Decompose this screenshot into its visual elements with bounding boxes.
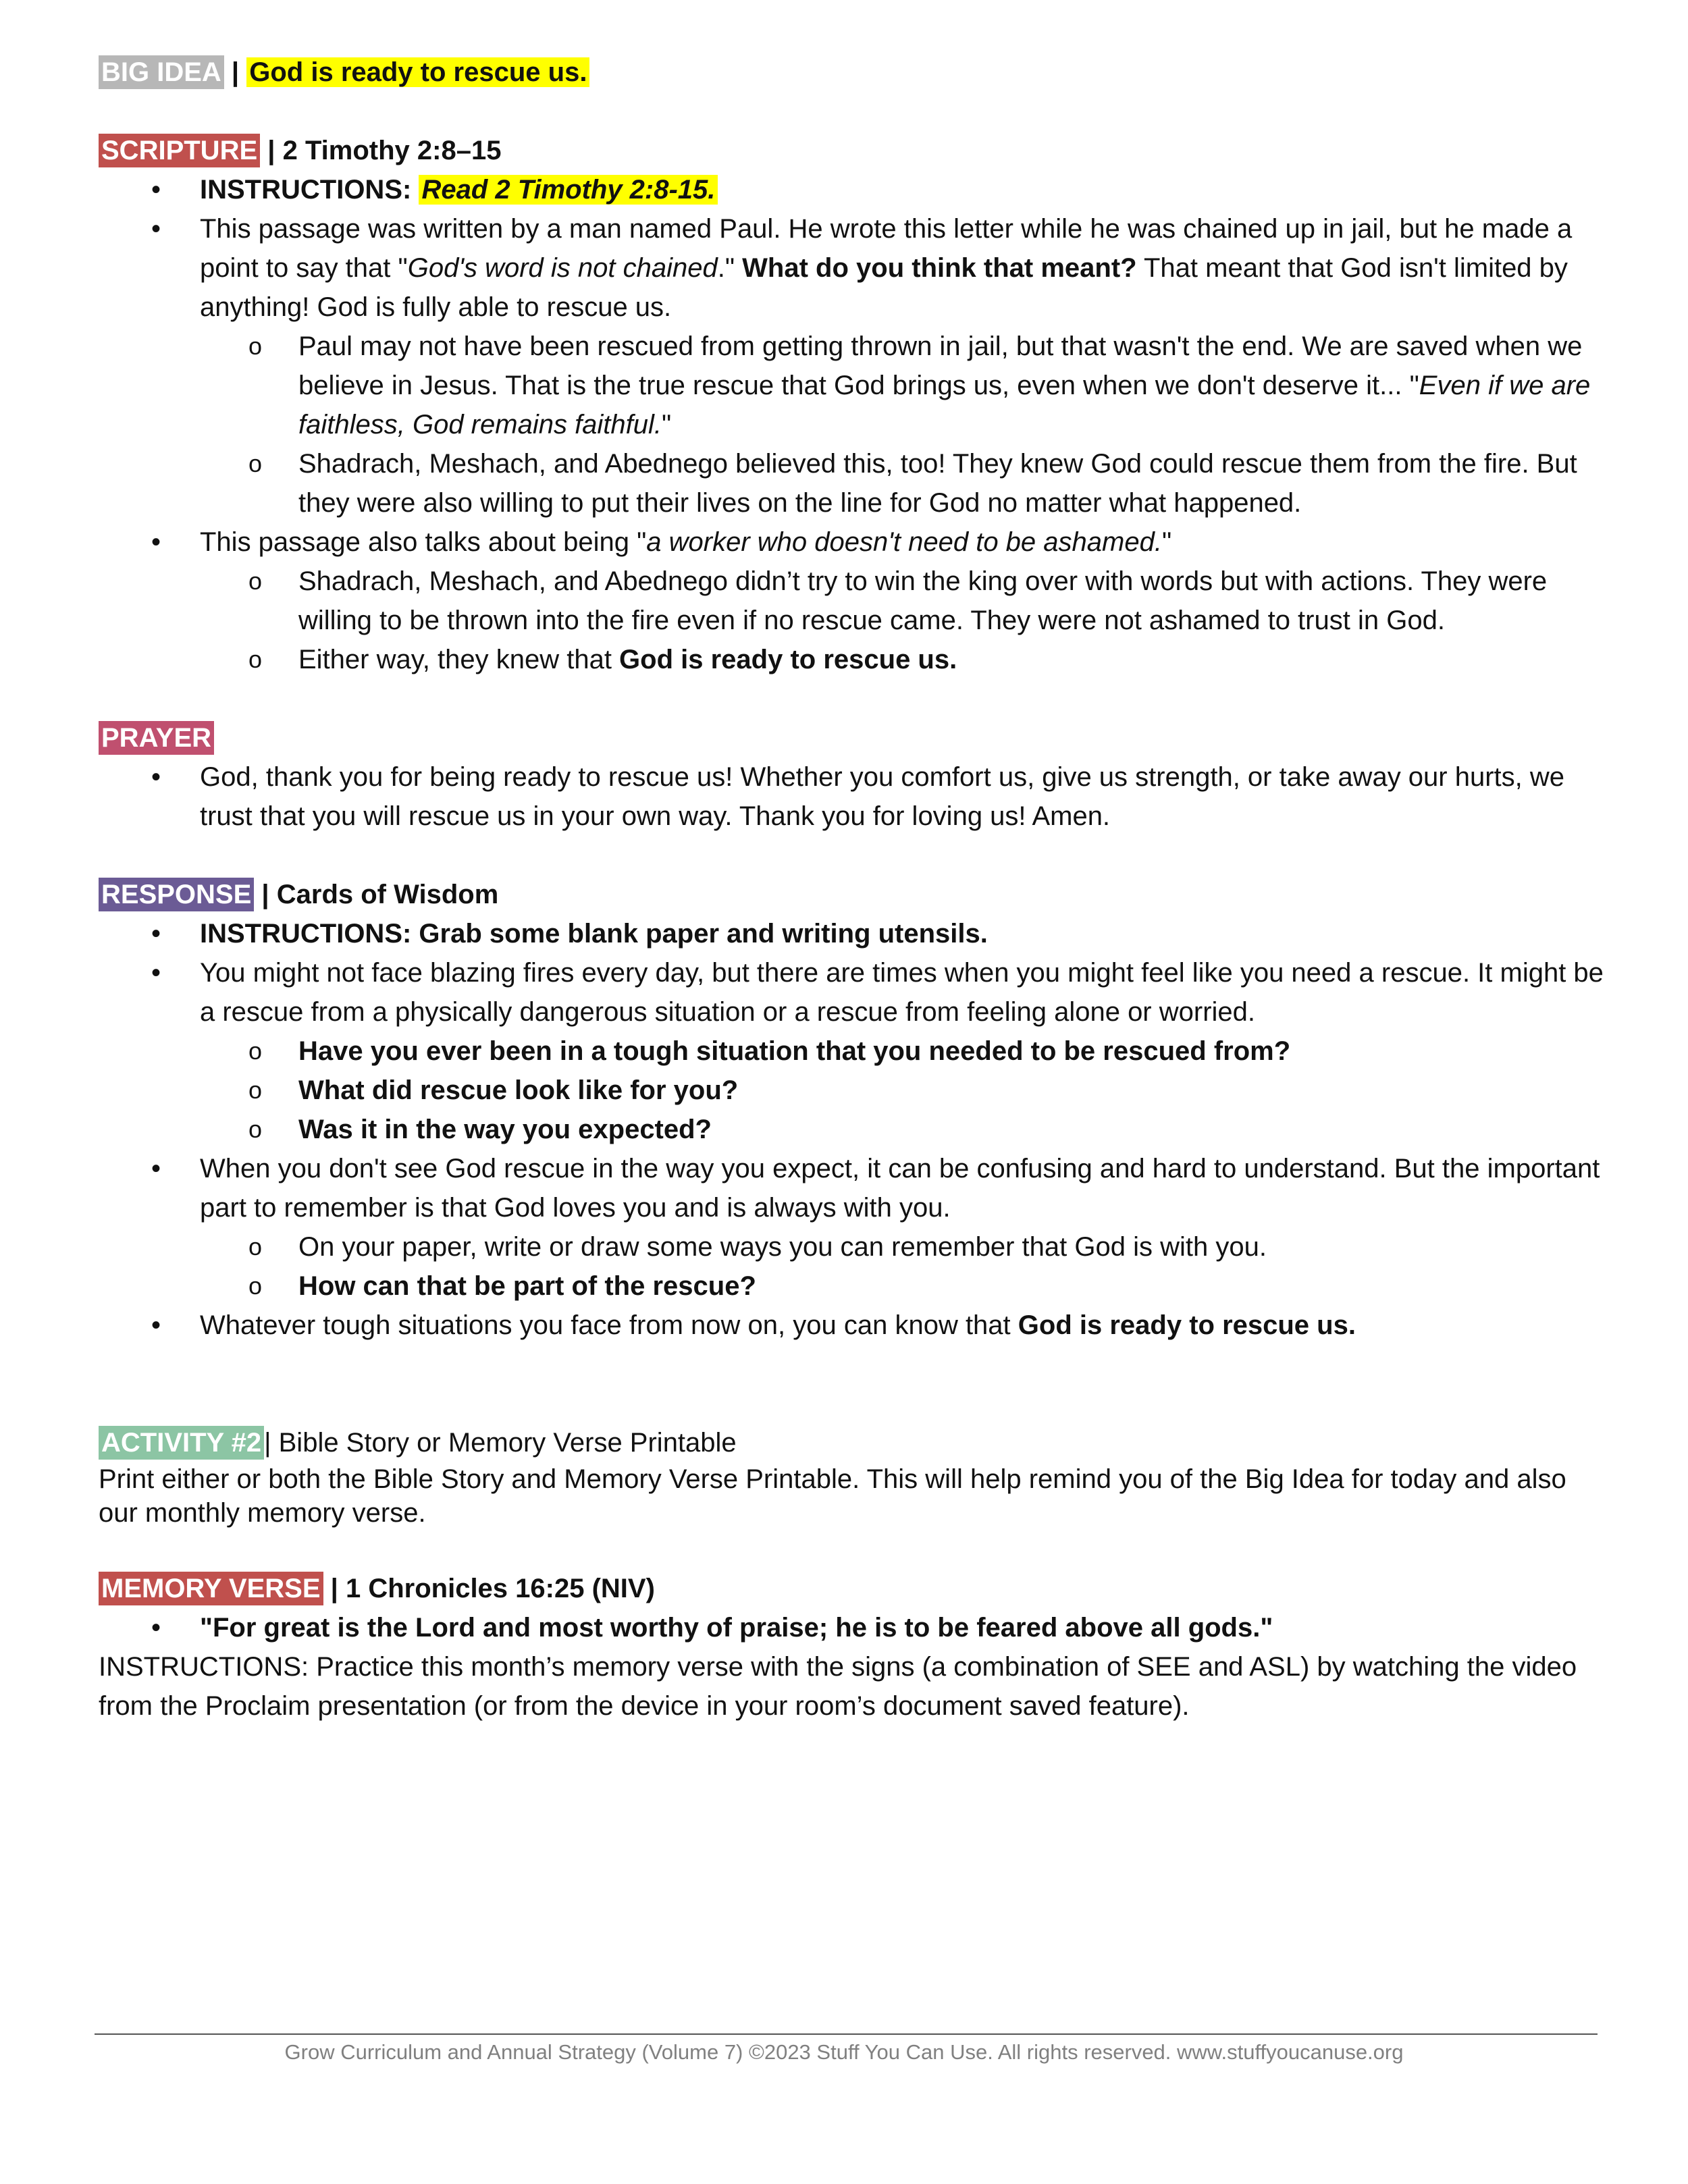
- list-item: o On your paper, write or draw some ways you can remember that God is with you.: [99, 1227, 1604, 1267]
- big-idea-text: God is ready to rescue us.: [246, 57, 589, 87]
- activity-text: Print either or both the Bible Story and Memory Verse Printable. This will help remind you of the Big Idea for today and also our monthly memory verse.: [99, 1464, 1566, 1528]
- list-item: [99, 523, 1604, 562]
- italic-quote: God's word is not chained: [407, 253, 718, 283]
- memory-verse-tag: MEMORY VERSE: [99, 1572, 323, 1605]
- list-item: o Shadrach, Meshach, and Abednego believed this, too! They knew God could rescue them from the fire. But they were also willing to put their lives on the line for God no matter what happened.: [99, 444, 1604, 523]
- instructions-label: INSTRUCTIONS:: [200, 175, 412, 205]
- list-item: [99, 170, 1604, 209]
- response-list: [99, 914, 1604, 1345]
- question-text: Was it in the way you expected?: [298, 1115, 712, 1144]
- paragraph-text: That meant that God isn't limited by anything! God is fully able to rescue us.: [200, 253, 1568, 322]
- paragraph-text: Whatever tough situations you face from now on, you can know that: [200, 1310, 1018, 1340]
- memory-verse-reference: 1 Chronicles 16:25 (NIV): [345, 1574, 655, 1603]
- activity-title: Bible Story or Memory Verse Printable: [278, 1428, 737, 1458]
- scripture-tag: SCRIPTURE: [99, 134, 260, 167]
- list-item: o Shadrach, Meshach, and Abednego didn’t try to win the king over with words but with actions. They were willing to be thrown into the fire even if no rescue came. They were not ashamed to trust in God.: [99, 562, 1604, 640]
- big-idea-tag: BIG IDEA: [99, 55, 224, 89]
- list-item: [99, 1110, 1604, 1149]
- footer-text: Grow Curriculum and Annual Strategy (Volume 7) ©2023 Stuff You Can Use. All rights reserved. www.stuffyoucanuse.org: [284, 2040, 1404, 2064]
- scripture-reference: 2 Timothy 2:8–15: [282, 136, 502, 165]
- prayer-heading: [99, 718, 1604, 757]
- paragraph-text: Paul may not have been rescued from getting thrown in jail, but that wasn't the end. We are saved when we believe in Jesus. That is the true rescue that God brings us, even when we don't deserve it... ": [298, 331, 1583, 400]
- list-item: • You might not face blazing fires every day, but there are times when you might feel like you need a rescue. It might be a rescue from a physically dangerous situation or a rescue from feeling alone or worried.: [99, 953, 1604, 1032]
- response-heading: [99, 875, 1604, 914]
- paragraph-text: ": [662, 410, 672, 440]
- list-item: [99, 1032, 1604, 1071]
- memory-verse-list: [99, 1608, 1604, 1647]
- list-item: • When you don't see God rescue in the way you expect, it can be confusing and hard to understand. But the important part to remember is that God loves you and is always with you.: [99, 1149, 1604, 1227]
- separator: |: [231, 57, 240, 87]
- bold-text: God is ready to rescue us.: [1018, 1310, 1356, 1340]
- separator: |: [330, 1574, 338, 1603]
- bold-question: What do you think that meant?: [742, 253, 1137, 283]
- instructions-text: INSTRUCTIONS: Grab some blank paper and writing utensils.: [200, 919, 988, 949]
- scripture-list: [99, 170, 1604, 679]
- big-idea-heading: [99, 53, 1604, 92]
- question-text: Have you ever been in a tough situation that you needed to be rescued from?: [298, 1036, 1291, 1066]
- bold-text: God is ready to rescue us.: [619, 645, 957, 674]
- prayer-list: [99, 757, 1604, 836]
- list-item: [99, 640, 1604, 679]
- paragraph-text: This passage also talks about being ": [200, 527, 647, 557]
- footer-divider: [95, 2033, 1598, 2035]
- list-item: [99, 327, 1604, 444]
- paragraph-text: This passage was written by a man named Paul. He wrote this letter while he was chained up in jail, but he made a point to say that ": [200, 214, 1573, 283]
- paragraph-text: .": [717, 253, 743, 283]
- verse-text: "For great is the Lord and most worthy of praise; he is to be feared above all gods.": [200, 1613, 1273, 1643]
- prayer-tag: PRAYER: [99, 721, 214, 755]
- separator: |: [267, 136, 275, 165]
- response-tag: RESPONSE: [99, 878, 254, 911]
- list-item: [99, 1267, 1604, 1306]
- list-item: • God, thank you for being ready to rescue us! Whether you comfort us, give us strength, or take away our hurts, we trust that you will rescue us in your own way. Thank you for loving us! Amen.: [99, 757, 1604, 836]
- question-text: How can that be part of the rescue?: [298, 1271, 756, 1301]
- memory-verse-instructions: INSTRUCTIONS: Practice this month’s memory verse with the signs (a combination of SEE and ASL) by watching the video from the Proclaim presentation (or from the device in your room’s document saved feature).: [99, 1652, 1577, 1721]
- separator: |: [264, 1428, 271, 1458]
- instructions-text: Read 2 Timothy 2:8-15.: [419, 175, 718, 205]
- list-item: [99, 1071, 1604, 1110]
- response-title: Cards of Wisdom: [276, 880, 499, 909]
- question-text: What did rescue look like for you?: [298, 1075, 739, 1105]
- list-item: [99, 1306, 1604, 1345]
- activity-heading: [99, 1423, 1604, 1462]
- memory-verse-heading: [99, 1569, 1604, 1608]
- list-item: [99, 209, 1604, 327]
- paragraph-text: ": [1161, 527, 1172, 557]
- paragraph-text: Either way, they knew that: [298, 645, 620, 674]
- separator: |: [261, 880, 269, 909]
- list-item: [99, 1608, 1604, 1647]
- scripture-heading: [99, 131, 1604, 170]
- italic-quote: Even if we are faithless, God remains faithful.: [298, 371, 1591, 440]
- document-page: [99, 53, 1604, 1726]
- activity-tag: ACTIVITY #2: [99, 1426, 264, 1460]
- italic-quote: a worker who doesn't need to be ashamed.: [646, 527, 1162, 557]
- list-item: [99, 914, 1604, 953]
